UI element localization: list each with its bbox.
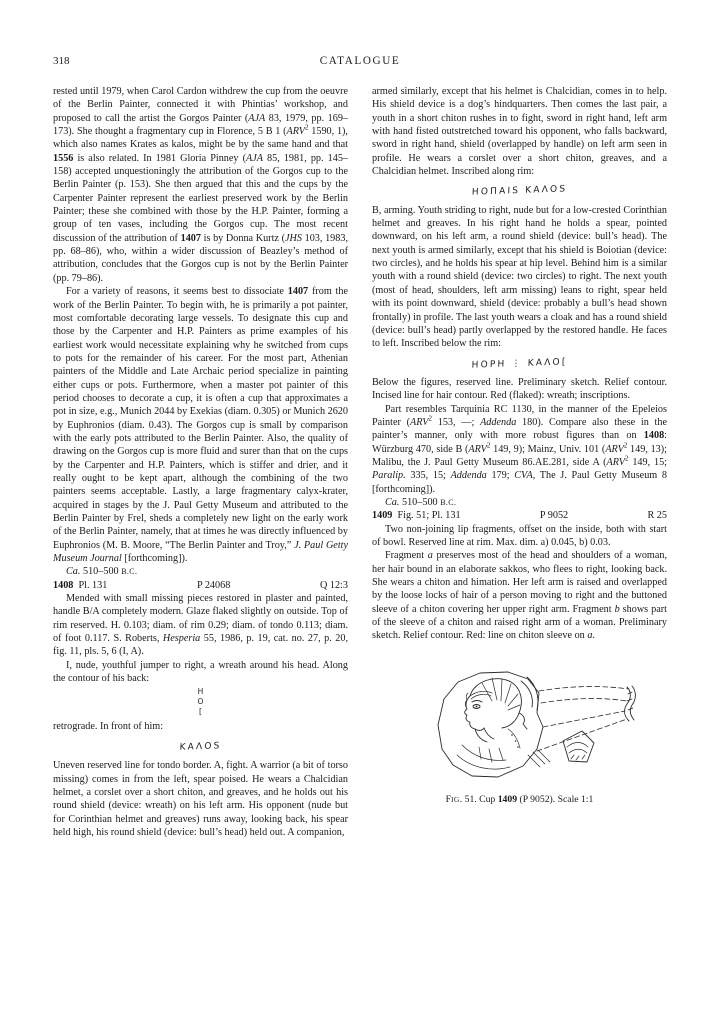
para-1408-condition: Mended with small missing pieces restored in plaster and painted, handle B/A completely modern. Glaze flaked slightly on outside. Top of rim reserved. H. 0.103; diam. of rim 0.29; diam. of tondo 0.113; diam. of foot 0.117. S. Roberts, Hesperia 55, 1986, p. 19, cat. no. 27, p. 20, fig. 11, pls. 5, 6 (I, A). [53,593,348,658]
entry-1409-id [372,509,461,522]
para-1408-side-b: B, arming. Youth striding to right, nude but for a low-crested Corinthian helmet and greaves. In his right hand he holds a spear, pointed downward, on his left arm, a round shield (device: bull’s head). The next youth is armed similarly, except that his shield is Boiotian (device: two circles), and he holds his spear at hip level. Behind him is a similar youth with a round shield (device: two circles) to right. The next youth (most of head, shoulders, left arm missing) leans to right, spear held with its point downward, shield (device: probably a bull’s head shown frontally) in profile. The last youth wears a cloak and has a round shield (device: bull’s head) partly overlapped by the restored handle. He faces to left. Inscribed below the rim: [372,204,667,350]
inscription-back-facsimile [53,687,348,719]
entry-1409-inventory: P 9052 [539,510,569,522]
figure-51-caption: FIG. 51. Cup 1409 (P 9052). Scale 1:1 [445,794,594,806]
entry-1409-header [372,509,667,522]
inscription-kalos-facsimile: ΚΑΛΟS [179,741,222,753]
entry-1408-plate: Pl. 131 [78,579,108,591]
inscription-below-rim-facsimile: ΗΟΡΗ ⋮ ΚΑΛΟ[ [471,356,568,371]
entry-1408-header [53,579,348,592]
figure-51 [424,663,667,793]
figure-51-drawing [424,663,646,789]
entry-1408-inventory: P 24068 [197,579,231,591]
entry-1409-number: 1409 [372,510,393,522]
page-number: 318 [53,55,70,67]
entry-1408-id [53,579,107,592]
entry-1408-grid: Q 12:3 [319,579,348,591]
right-column [372,85,667,839]
left-column [53,85,348,839]
inscription-rim-facsimile: ΗΟΠΑΙS ΚΑΛΟS [471,184,568,199]
para-1408-technique: Below the figures, reserved line. Preliminary sketch. Relief contour. Incised line for hair contour. Red (flaked): wreath; inscriptions. [372,376,667,402]
para-1408-side-a: Uneven reserved line for tondo border. A, fight. A warrior (a bit of torso missing) comes in from the left, spear poised. He wears a Chalcidian helmet, a corslet over a short chiton, and greaves, and he holds out his round shield (device: wreath) on his left arm. His opponent (nude but for Corinthian helmet and greaves) runs away, looking back, his spear held high, his round shield (device: bull’s head) held out. A companion, [53,760,348,838]
para-dissociation-argument: For a variety of reasons, it seems best to dissociate 1407 from the work of the Berlin Painter. To begin with, he is primarily a pot painter, most comfortable decorating large vessels. To designate this cup and those by the Carpenter and H.P. Painters as prime examples of his earliest work would necessitate explaining why he switched from cups to pots for the remainder of his career. For the most part, Athenian painters of the Middle and Late Archaic period specialize in painting either cups or pots. Furthermore, when a master pot painter of this period chooses to decorate a cup, it is often a cup that approximates a pot in size, e.g., Munich 2044 by Exekias (diam. 0.305) or Munich 2620 by Euphronios (diam. 0.43). The Gorgos cup is small by comparison with the early pots attributed to the Berlin Painter. Also, the quality of drawing on the Gorgos cup is more fluid and surer than that on the cups by the Carpenter and H.P. Painters, which is stiffer and drier, and it really ought to be kept apart, although the combining of the two painters seems acceptable. Lastly, a large fragmentary calyx-krater, acquired in stages by the J. Paul Getty Museum and attributed to the Berlin Painter by Frel, sheds a completely new light on the early work of the Berlin Painter, namely, that at times he was directly influenced by Euphronios (M. B. Moore, “The Berlin Painter and Troy,” J. Paul Getty Museum Journal [forthcoming]). [53,286,349,565]
date-line-entry-1408: Ca. 510–500 B.C. [385,496,457,508]
para-1408-side-a-continued: armed similarly, except that his helmet is Chalcidian, comes in to help. His shield device is a dog’s hindquarters. Then comes the last pair, a youth in a short chiton rushes in to fight, sword in right hand, left arm with hand fisted outstretched toward his opponent, who falls backward, sword in right hand, shield (overlapped by handle) on left arm seen in profile. He wears a corslet over a short chiton, greaves, and a Chalcidian helmet. Inscribed along rim: [372,86,667,178]
inscription-back-text: ΗΟ[ [196,687,205,718]
para-1408-comparanda: Part resembles Tarquinia RC 1130, in the manner of the Epeleios Painter (ARV$^2$ 153, —; Addenda 180). Compare also these in the painter’s manner, only with more robust figures than on 1408: Würzburg 470, side B (ARV$^2$ 149, 9); Mainz, Univ. 101 (ARV$^2$ 149, 13); Malibu, the J. Paul Getty Museum 86.AE.281, side A (ARV$^2$ 149, 15; Paralip. 335, 15; Addenda 179; CVA, The J. Paul Getty Museum 8 [forthcoming]). [372,403,668,495]
para-1409-description: Two non-joining lip fragments, offset on the inside, both with start of bowl. Reserved line at rim. Max. dim. a) 0.045, b) 0.03. [372,523,667,548]
entry-1409-reference: Fig. 51; Pl. 131 [397,510,461,522]
date-line-entry-1407: Ca. 510–500 B.C. [66,566,138,578]
para-1409-fragments: Fragment a preserves most of the head and shoulders of a woman, her hair bound in an elaborate sakkos, who flees to right, looking back. She wears a chiton and himation. Her left arm is raised and overlapped by the loose locks of hair of a person moving to right and the buttoned sleeve of a chiton covering her upper right arm. Fragment b shows part of the sleeve of a chiton and raised right arm of a woman. Preliminary sketch. Relief contour. Red: line on chiton sleeve on a. [372,550,668,642]
page-title: CATALOGUE [319,55,401,67]
content-columns [0,69,719,839]
para-attribution-history: rested until 1979, when Carol Cardon withdrew the cup from the oeuvre of the Berlin Painter, connected it with Phintias’ workshop, and proposed to call the artist the Gorgos Painter (AJA 83, 1979, pp. 169–173). She thought a fragmentary cup in Florence, 5 B 1 (ARV$^2$ 1590, 1), which also names Krates as kalos, might be by the same hand and that 1556 is also related. In 1981 Gloria Pinney (AJA 85, 1981, pp. 145–158) accepted unquestioningly the attribution of the Gorgos cup to the Berlin Painter (p. 153). She then argued that this and the cups by the Carpenter Painter represent the earliest preserved work by the Berlin Painter; these she combined with those by the H.P. Painter, forming a group of ten vases, including the Gorgos cup. The most recent discussion of the attribution of 1407 is by Donna Kurtz (JHS 103, 1983, pp. 68–86), who, within a wider discussion of Beazley’s method of attribution, concludes that the Gorgos cup is not by the Berlin Painter (pp. 79–86). [53,86,349,284]
page-header [0,0,719,69]
para-1408-tondo: I, nude, youthful jumper to right, a wreath around his head. Along the contour of his back: [53,659,348,685]
entry-1409-grid: R 25 [647,510,667,522]
para-1408-retrograde-note: retrograde. In front of him: [53,721,164,733]
entry-1408-number: 1408 [53,579,74,591]
